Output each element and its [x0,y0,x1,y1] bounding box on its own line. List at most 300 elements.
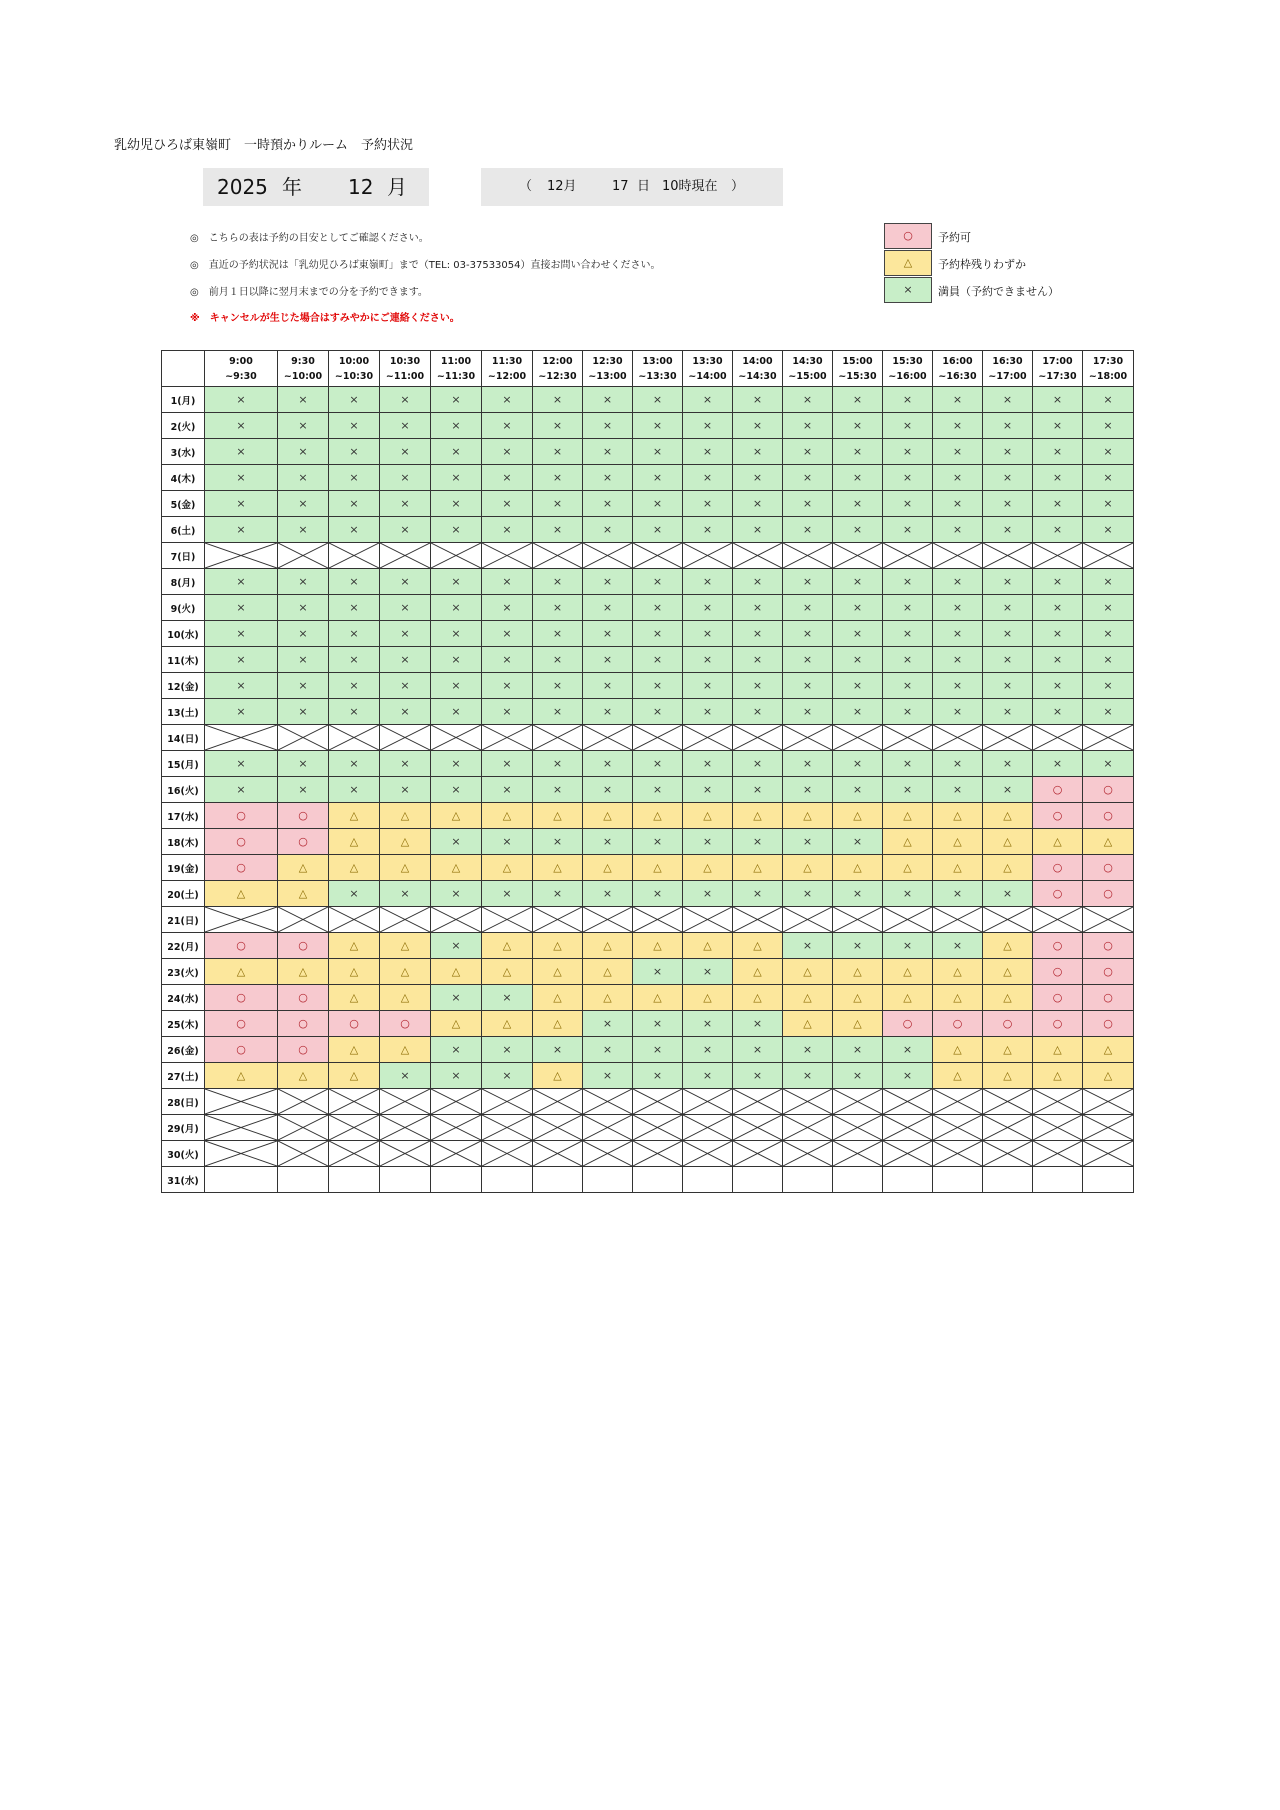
slot-full: × [431,881,482,907]
slot-few-left: △ [983,933,1033,959]
slot-full: × [633,413,683,439]
slot-full: × [1033,439,1083,465]
day-label: 22(月) [162,933,205,959]
closed-cross-icon [482,1141,532,1166]
slot-full: × [833,621,883,647]
slot-full: × [329,881,380,907]
slot-full: × [983,491,1033,517]
day-label: 4(木) [162,465,205,491]
slot-full: × [205,465,278,491]
slot-full: × [683,413,733,439]
slot-full: × [431,413,482,439]
closed-cross-icon [883,725,932,750]
slot-full: × [933,491,983,517]
closed-cross-icon [933,1141,982,1166]
slot-full: × [380,387,431,413]
closed-cross-icon [583,543,632,568]
slot-closed [833,725,883,751]
slot-full: × [583,517,633,543]
slot-full: × [883,621,933,647]
slot-full: × [633,699,683,725]
slot-closed [380,1089,431,1115]
time-slot-start: 13:00 [642,355,673,367]
slot-full: × [1083,673,1134,699]
slot-full: × [633,673,683,699]
slot-full: × [278,465,329,491]
closed-cross-icon [329,543,379,568]
slot-full: × [380,595,431,621]
slot-full: × [833,387,883,413]
slot-few-left: △ [933,959,983,985]
slot-full: × [633,751,683,777]
slot-full: × [1033,595,1083,621]
slot-closed [633,543,683,569]
slot-full: × [205,569,278,595]
slot-full: × [983,465,1033,491]
closed-cross-icon [533,543,582,568]
year-value: 2025 [217,175,268,199]
slot-few-left: △ [933,829,983,855]
slot-full: × [482,387,533,413]
legend-label-full: 満員（予約できません） [938,284,1059,298]
day-label: 30(火) [162,1141,205,1167]
slot-full: × [983,699,1033,725]
slot-closed [205,725,278,751]
time-slot-end: ~17:00 [988,370,1027,382]
slot-closed [733,725,783,751]
slot-closed [1033,1115,1083,1141]
day-label: 24(水) [162,985,205,1011]
closed-cross-icon [278,543,328,568]
slot-full: × [1033,621,1083,647]
closed-cross-icon [783,1141,832,1166]
slot-full: × [1033,517,1083,543]
slot-full: × [733,777,783,803]
slot-full: × [733,1011,783,1037]
slot-few-left: △ [380,985,431,1011]
day-label: 12(金) [162,673,205,699]
slot-closed [783,1141,833,1167]
time-slot-header [329,351,380,387]
slot-full: × [533,595,583,621]
slot-full: × [431,829,482,855]
time-slot-end: ~9:30 [225,370,257,382]
as-of-open: （ [519,179,533,194]
table-row [162,1167,1134,1193]
table-row [162,881,1134,907]
slot-full: × [633,621,683,647]
closed-cross-icon [733,907,782,932]
slot-full: × [883,387,933,413]
table-row [162,387,1134,413]
note-1: ◎ こちらの表は予約の目安としてご確認ください。 [190,233,429,244]
closed-cross-icon [1083,543,1133,568]
slot-few-left: △ [733,855,783,881]
slot-closed [1033,1089,1083,1115]
slot-full: × [533,387,583,413]
slot-full: × [1083,413,1134,439]
slot-available: ○ [933,1011,983,1037]
slot-full: × [883,933,933,959]
slot-available: ○ [329,1011,380,1037]
closed-cross-icon [683,907,732,932]
closed-cross-icon [683,543,732,568]
slot-available: ○ [205,933,278,959]
slot-few-left: △ [205,959,278,985]
slot-full: × [482,777,533,803]
table-row [162,491,1134,517]
slot-full: × [278,621,329,647]
slot-blank [1083,1167,1134,1193]
page-title: 乳幼児ひろば東嶺町 一時預かりルーム 予約状況 [114,138,414,153]
slot-closed [733,1141,783,1167]
slot-few-left: △ [278,881,329,907]
slot-available: ○ [205,1037,278,1063]
closed-cross-icon [431,543,481,568]
slot-full: × [833,439,883,465]
closed-cross-icon [205,1089,277,1114]
time-slot-start: 17:00 [1042,355,1073,367]
closed-cross-icon [1033,1141,1082,1166]
slot-full: × [833,673,883,699]
closed-cross-icon [583,1141,632,1166]
slot-full: × [583,751,633,777]
slot-closed [278,1115,329,1141]
day-label: 6(土) [162,517,205,543]
year-label: 年 [282,175,302,199]
closed-cross-icon [783,725,832,750]
slot-full: × [278,699,329,725]
table-row [162,1141,1134,1167]
slot-full: × [1033,387,1083,413]
slot-full: × [380,673,431,699]
time-slot-end: ~16:00 [888,370,927,382]
slot-few-left: △ [431,959,482,985]
slot-available: ○ [1083,985,1134,1011]
slot-full: × [633,569,683,595]
closed-cross-icon [380,907,430,932]
slot-blank [883,1167,933,1193]
slot-few-left: △ [533,933,583,959]
table-row [162,413,1134,439]
slot-full: × [683,387,733,413]
closed-cross-icon [278,1141,328,1166]
slot-full: × [983,881,1033,907]
slot-few-left: △ [583,855,633,881]
slot-few-left: △ [933,855,983,881]
as-of-box [481,168,783,206]
slot-few-left: △ [883,829,933,855]
slot-full: × [883,491,933,517]
slot-blank [633,1167,683,1193]
slot-full: × [633,491,683,517]
slot-full: × [783,387,833,413]
slot-few-left: △ [683,985,733,1011]
slot-few-left: △ [533,855,583,881]
slot-full: × [329,621,380,647]
slot-closed [380,1115,431,1141]
day-label: 11(木) [162,647,205,673]
day-label: 20(土) [162,881,205,907]
slot-full: × [1033,491,1083,517]
slot-full: × [583,413,633,439]
slot-full: × [933,881,983,907]
day-label: 31(水) [162,1167,205,1193]
slot-full: × [583,673,633,699]
slot-full: × [933,751,983,777]
legend-item-full [884,277,1059,304]
slot-closed [733,1115,783,1141]
day-label: 15(月) [162,751,205,777]
slot-full: × [933,439,983,465]
slot-full: × [278,595,329,621]
slot-closed [583,907,633,933]
slot-full: × [278,413,329,439]
day-label: 19(金) [162,855,205,881]
slot-full: × [583,569,633,595]
slot-full: × [933,413,983,439]
slot-full: × [205,751,278,777]
year-month-box [203,168,429,206]
closed-cross-icon [533,725,582,750]
slot-available: ○ [1083,959,1134,985]
slot-closed [633,1089,683,1115]
table-row [162,1063,1134,1089]
slot-closed [1083,725,1134,751]
slot-closed [833,543,883,569]
day-label: 29(月) [162,1115,205,1141]
slot-closed [583,1089,633,1115]
time-slot-end: ~15:30 [838,370,877,382]
slot-available: ○ [205,803,278,829]
slot-closed [482,1141,533,1167]
slot-closed [583,725,633,751]
slot-closed [683,1115,733,1141]
slot-full: × [983,751,1033,777]
slot-few-left: △ [533,959,583,985]
time-slot-header [883,351,933,387]
slot-few-left: △ [380,855,431,881]
slot-few-left: △ [883,959,933,985]
slot-full: × [583,1011,633,1037]
time-slot-start: 12:00 [542,355,573,367]
table-row [162,985,1134,1011]
slot-closed [883,1089,933,1115]
closed-cross-icon [833,907,882,932]
time-slot-header [833,351,883,387]
slot-few-left: △ [329,803,380,829]
slot-full: × [533,491,583,517]
slot-few-left: △ [833,985,883,1011]
time-slot-end: ~11:30 [436,370,476,382]
slot-full: × [983,387,1033,413]
closed-cross-icon [205,725,277,750]
slot-full: × [1033,465,1083,491]
slot-closed [733,907,783,933]
table-row [162,725,1134,751]
closed-cross-icon [783,1089,832,1114]
slot-available: ○ [1033,777,1083,803]
slot-closed [633,1115,683,1141]
slot-few-left: △ [329,1037,380,1063]
closed-cross-icon [431,1141,481,1166]
slot-full: × [205,517,278,543]
closed-cross-icon [431,1089,481,1114]
slot-full: × [683,1063,733,1089]
slot-full: × [329,387,380,413]
slot-available: ○ [1033,933,1083,959]
slot-full: × [983,777,1033,803]
slot-closed [1083,543,1134,569]
slot-few-left: △ [380,829,431,855]
time-slot-start: 16:30 [992,355,1023,367]
slot-full: × [683,699,733,725]
slot-full: × [833,777,883,803]
table-row [162,543,1134,569]
slot-full: × [482,439,533,465]
closed-cross-icon [482,1115,532,1140]
slot-full: × [431,569,482,595]
slot-full: × [431,439,482,465]
slot-full: × [733,699,783,725]
slot-full: × [583,777,633,803]
closed-cross-icon [883,1115,932,1140]
slot-full: × [533,751,583,777]
slot-full: × [883,465,933,491]
slot-few-left: △ [983,855,1033,881]
slot-few-left: △ [983,1037,1033,1063]
closed-cross-icon [733,543,782,568]
slot-full: × [482,985,533,1011]
slot-full: × [380,751,431,777]
slot-full: × [633,465,683,491]
slot-few-left: △ [833,959,883,985]
slot-few-left: △ [1083,829,1134,855]
time-slot-header [1033,351,1083,387]
slot-full: × [1033,647,1083,673]
time-slot-header [633,351,683,387]
slot-full: × [431,777,482,803]
slot-few-left: △ [633,933,683,959]
slot-few-left: △ [329,985,380,1011]
time-slot-header [482,351,533,387]
slot-few-left: △ [329,1063,380,1089]
closed-cross-icon [1083,1089,1133,1114]
slot-full: × [783,699,833,725]
slot-blank [583,1167,633,1193]
slot-closed [1033,725,1083,751]
slot-full: × [1083,517,1134,543]
closed-cross-icon [833,543,882,568]
slot-full: × [833,647,883,673]
slot-closed [933,725,983,751]
closed-cross-icon [633,725,682,750]
slot-full: × [205,491,278,517]
closed-cross-icon [933,1089,982,1114]
slot-closed [431,907,482,933]
note-2: ◎ 直近の予約状況は「乳幼児ひろば東嶺町」まで（TEL: 03-37533054）直接お問い合わせください。 [190,260,661,271]
slot-full: × [482,699,533,725]
slot-full: × [205,699,278,725]
slot-available: ○ [1033,855,1083,881]
slot-full: × [380,439,431,465]
slot-few-left: △ [683,933,733,959]
slot-full: × [482,491,533,517]
slot-full: × [933,621,983,647]
slot-full: × [583,465,633,491]
slot-available: ○ [1083,855,1134,881]
closed-cross-icon [380,543,430,568]
legend-label-available: 予約可 [938,230,971,244]
closed-cross-icon [783,1115,832,1140]
slot-full: × [205,777,278,803]
slot-closed [783,1089,833,1115]
day-label: 25(木) [162,1011,205,1037]
slot-full: × [431,933,482,959]
slot-full: × [933,699,983,725]
closed-cross-icon [329,907,379,932]
slot-full: × [1083,439,1134,465]
slot-full: × [733,1063,783,1089]
slot-full: × [1083,621,1134,647]
slot-full: × [533,413,583,439]
time-slot-start: 17:30 [1092,355,1124,367]
as-of-close: ） [731,179,745,194]
closed-cross-icon [205,907,277,932]
slot-closed [983,1115,1033,1141]
slot-available: ○ [205,985,278,1011]
slot-full: × [883,699,933,725]
as-of-time: 10時現在 [662,179,718,194]
legend-swatch-available: ○ [884,223,932,249]
slot-closed [933,543,983,569]
slot-full: × [533,1037,583,1063]
legend-swatch-few-left: △ [884,250,932,276]
slot-closed [1083,1141,1134,1167]
table-row [162,673,1134,699]
slot-full: × [833,569,883,595]
slot-full: × [431,387,482,413]
day-label: 8(月) [162,569,205,595]
time-slot-start: 15:00 [842,355,873,367]
slot-full: × [983,673,1033,699]
closed-cross-icon [983,1115,1032,1140]
slot-available: ○ [205,1011,278,1037]
slot-full: × [380,569,431,595]
slot-full: × [329,673,380,699]
slot-full: × [431,1037,482,1063]
slot-closed [683,543,733,569]
slot-few-left: △ [329,933,380,959]
slot-full: × [733,465,783,491]
slot-closed [583,543,633,569]
slot-closed [633,725,683,751]
slot-few-left: △ [733,933,783,959]
as-of-day-label: 日 [637,179,651,194]
slot-available: ○ [278,985,329,1011]
slot-full: × [733,517,783,543]
slot-few-left: △ [733,985,783,1011]
slot-full: × [783,621,833,647]
slot-full: × [633,1037,683,1063]
slot-full: × [883,1037,933,1063]
closed-cross-icon [633,1089,682,1114]
slot-available: ○ [1083,933,1134,959]
closed-cross-icon [633,1115,682,1140]
slot-few-left: △ [933,1063,983,1089]
slot-closed [983,907,1033,933]
time-slot-start: 14:00 [742,355,773,367]
